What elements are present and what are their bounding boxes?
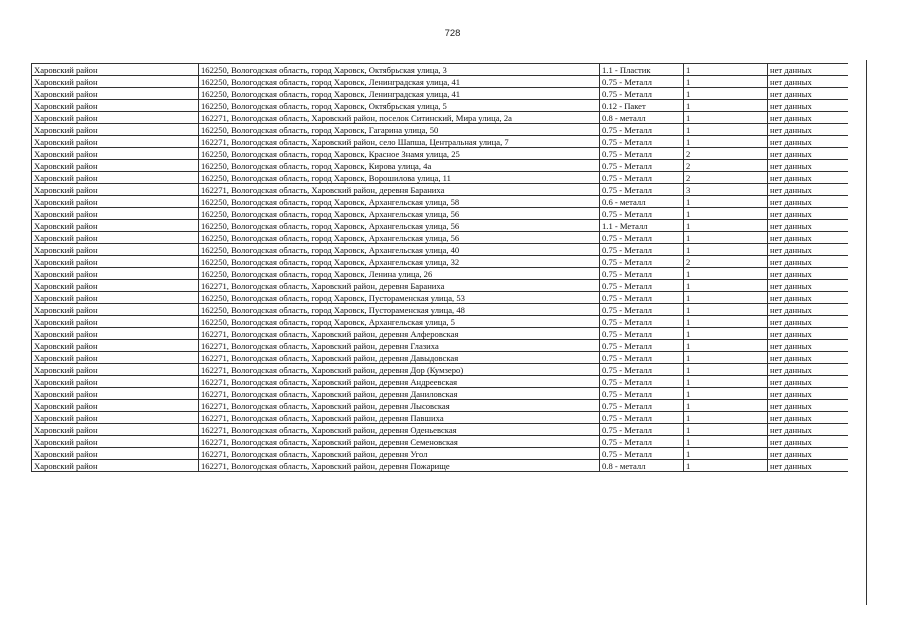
count-cell: 1 bbox=[684, 436, 768, 448]
count-cell: 2 bbox=[684, 160, 768, 172]
address-cell: 162250, Вологодская область, город Харовск, Архангельская улица, 56 bbox=[199, 208, 600, 220]
table-row bbox=[32, 424, 848, 436]
district-cell: Харовский район bbox=[32, 448, 199, 460]
count-cell: 1 bbox=[684, 304, 768, 316]
container-cell: 0.75 - Металл bbox=[600, 160, 684, 172]
count-cell: 1 bbox=[684, 412, 768, 424]
container-cell: 0.75 - Металл bbox=[600, 232, 684, 244]
info-cell: нет данных bbox=[768, 436, 848, 448]
info-cell: нет данных bbox=[768, 172, 848, 184]
count-cell: 1 bbox=[684, 328, 768, 340]
district-cell: Харовский район bbox=[32, 160, 199, 172]
count-cell: 1 bbox=[684, 64, 768, 76]
count-cell: 2 bbox=[684, 172, 768, 184]
address-cell: 162250, Вологодская область, город Харовск, Архангельская улица, 40 bbox=[199, 244, 600, 256]
address-cell: 162250, Вологодская область, город Харовск, Гагарина улица, 50 bbox=[199, 124, 600, 136]
address-cell: 162271, Вологодская область, Харовский район, деревня Дор (Кумзеро) bbox=[199, 364, 600, 376]
district-cell: Харовский район bbox=[32, 340, 199, 352]
address-cell: 162271, Вологодская область, Харовский район, деревня Лысовская bbox=[199, 400, 600, 412]
address-cell: 162250, Вологодская область, город Харовск, Пустораменская улица, 53 bbox=[199, 292, 600, 304]
container-cell: 0.75 - Металл bbox=[600, 352, 684, 364]
info-cell: нет данных bbox=[768, 268, 848, 280]
table-row bbox=[32, 76, 848, 88]
info-cell: нет данных bbox=[768, 136, 848, 148]
district-cell: Харовский район bbox=[32, 280, 199, 292]
info-cell: нет данных bbox=[768, 388, 848, 400]
address-cell: 162250, Вологодская область, город Харовск, Ленинградская улица, 41 bbox=[199, 88, 600, 100]
table-row bbox=[32, 196, 848, 208]
container-cell: 0.75 - Металл bbox=[600, 244, 684, 256]
container-cell: 0.75 - Металл bbox=[600, 148, 684, 160]
address-cell: 162271, Вологодская область, Харовский район, деревня Алферовская bbox=[199, 328, 600, 340]
district-cell: Харовский район bbox=[32, 412, 199, 424]
count-cell: 1 bbox=[684, 376, 768, 388]
address-cell: 162271, Вологодская область, Харовский район, деревня Бараниха bbox=[199, 184, 600, 196]
address-cell: 162250, Вологодская область, город Харовск, Кирова улица, 4а bbox=[199, 160, 600, 172]
container-cell: 0.75 - Металл bbox=[600, 364, 684, 376]
info-cell: нет данных bbox=[768, 424, 848, 436]
count-cell: 1 bbox=[684, 232, 768, 244]
count-cell: 1 bbox=[684, 388, 768, 400]
info-cell: нет данных bbox=[768, 64, 848, 76]
address-cell: 162271, Вологодская область, Харовский район, деревня Глазиха bbox=[199, 340, 600, 352]
table-row bbox=[32, 88, 848, 100]
district-cell: Харовский район bbox=[32, 64, 199, 76]
district-cell: Харовский район bbox=[32, 184, 199, 196]
address-cell: 162250, Вологодская область, город Харовск, Пустораменская улица, 48 bbox=[199, 304, 600, 316]
address-cell: 162271, Вологодская область, Харовский район, деревня Бараниха bbox=[199, 280, 600, 292]
table-row bbox=[32, 400, 848, 412]
address-cell: 162271, Вологодская область, Харовский район, деревня Андреевская bbox=[199, 376, 600, 388]
table-row bbox=[32, 304, 848, 316]
table-row bbox=[32, 148, 848, 160]
container-cell: 0.75 - Металл bbox=[600, 316, 684, 328]
count-cell: 1 bbox=[684, 280, 768, 292]
table-row bbox=[32, 232, 848, 244]
table-row bbox=[32, 328, 848, 340]
container-cell: 1.1 - Пластик bbox=[600, 64, 684, 76]
district-cell: Харовский район bbox=[32, 208, 199, 220]
container-cell: 0.75 - Металл bbox=[600, 304, 684, 316]
count-cell: 1 bbox=[684, 76, 768, 88]
table-row bbox=[32, 124, 848, 136]
count-cell: 1 bbox=[684, 400, 768, 412]
container-cell: 0.75 - Металл bbox=[600, 76, 684, 88]
district-cell: Харовский район bbox=[32, 376, 199, 388]
district-cell: Харовский район bbox=[32, 292, 199, 304]
info-cell: нет данных bbox=[768, 184, 848, 196]
address-cell: 162250, Вологодская область, город Харовск, Архангельская улица, 56 bbox=[199, 220, 600, 232]
table-row bbox=[32, 340, 848, 352]
address-cell: 162250, Вологодская область, город Харовск, Красное Знамя улица, 25 bbox=[199, 148, 600, 160]
table-row bbox=[32, 208, 848, 220]
data-table bbox=[31, 63, 848, 472]
address-cell: 162250, Вологодская область, город Харовск, Октябрьская улица, 5 bbox=[199, 100, 600, 112]
info-cell: нет данных bbox=[768, 244, 848, 256]
district-cell: Харовский район bbox=[32, 76, 199, 88]
count-cell: 1 bbox=[684, 340, 768, 352]
table-row bbox=[32, 364, 848, 376]
table-row bbox=[32, 376, 848, 388]
table-row bbox=[32, 160, 848, 172]
district-cell: Харовский район bbox=[32, 232, 199, 244]
table-body bbox=[32, 64, 848, 472]
container-cell: 0.75 - Металл bbox=[600, 436, 684, 448]
address-cell: 162250, Вологодская область, город Харовск, Ленина улица, 26 bbox=[199, 268, 600, 280]
count-cell: 1 bbox=[684, 268, 768, 280]
table-row bbox=[32, 220, 848, 232]
address-cell: 162271, Вологодская область, Харовский район, деревня Пожарище bbox=[199, 460, 600, 472]
address-cell: 162271, Вологодская область, Харовский район, деревня Павшиха bbox=[199, 412, 600, 424]
district-cell: Харовский район bbox=[32, 460, 199, 472]
container-cell: 0.8 - металл bbox=[600, 112, 684, 124]
info-cell: нет данных bbox=[768, 196, 848, 208]
count-cell: 1 bbox=[684, 244, 768, 256]
district-cell: Харовский район bbox=[32, 400, 199, 412]
container-cell: 0.75 - Металл bbox=[600, 412, 684, 424]
count-cell: 1 bbox=[684, 124, 768, 136]
count-cell: 1 bbox=[684, 292, 768, 304]
container-cell: 0.75 - Металл bbox=[600, 328, 684, 340]
container-cell: 0.75 - Металл bbox=[600, 136, 684, 148]
address-cell: 162250, Вологодская область, город Харовск, Октябрьская улица, 3 bbox=[199, 64, 600, 76]
district-cell: Харовский район bbox=[32, 388, 199, 400]
info-cell: нет данных bbox=[768, 280, 848, 292]
container-cell: 0.75 - Металл bbox=[600, 172, 684, 184]
table-row bbox=[32, 64, 848, 76]
info-cell: нет данных bbox=[768, 364, 848, 376]
table-row bbox=[32, 460, 848, 472]
address-cell: 162250, Вологодская область, город Харовск, Ленинградская улица, 41 bbox=[199, 76, 600, 88]
info-cell: нет данных bbox=[768, 76, 848, 88]
table-row bbox=[32, 256, 848, 268]
count-cell: 1 bbox=[684, 136, 768, 148]
district-cell: Харовский район bbox=[32, 172, 199, 184]
info-cell: нет данных bbox=[768, 292, 848, 304]
address-cell: 162271, Вологодская область, Харовский район, деревня Давыдовская bbox=[199, 352, 600, 364]
table-row bbox=[32, 316, 848, 328]
container-cell: 0.75 - Металл bbox=[600, 88, 684, 100]
count-cell: 1 bbox=[684, 316, 768, 328]
container-cell: 0.12 - Пакет bbox=[600, 100, 684, 112]
district-cell: Харовский район bbox=[32, 328, 199, 340]
district-cell: Харовский район bbox=[32, 268, 199, 280]
address-cell: 162271, Вологодская область, Харовский район, поселок Ситинский, Мира улица, 2а bbox=[199, 112, 600, 124]
table-row bbox=[32, 172, 848, 184]
info-cell: нет данных bbox=[768, 400, 848, 412]
district-cell: Харовский район bbox=[32, 424, 199, 436]
table-row bbox=[32, 292, 848, 304]
info-cell: нет данных bbox=[768, 340, 848, 352]
count-cell: 1 bbox=[684, 220, 768, 232]
info-cell: нет данных bbox=[768, 220, 848, 232]
address-cell: 162250, Вологодская область, город Харовск, Ворошилова улица, 11 bbox=[199, 172, 600, 184]
table-row bbox=[32, 280, 848, 292]
district-cell: Харовский район bbox=[32, 364, 199, 376]
info-cell: нет данных bbox=[768, 328, 848, 340]
count-cell: 1 bbox=[684, 100, 768, 112]
table-row bbox=[32, 352, 848, 364]
address-cell: 162271, Вологодская область, Харовский район, деревня Оденьевская bbox=[199, 424, 600, 436]
district-cell: Харовский район bbox=[32, 304, 199, 316]
address-cell: 162271, Вологодская область, Харовский район, деревня Даниловская bbox=[199, 388, 600, 400]
container-cell: 0.75 - Металл bbox=[600, 268, 684, 280]
info-cell: нет данных bbox=[768, 352, 848, 364]
count-cell: 1 bbox=[684, 460, 768, 472]
info-cell: нет данных bbox=[768, 232, 848, 244]
count-cell: 1 bbox=[684, 352, 768, 364]
count-cell: 2 bbox=[684, 256, 768, 268]
info-cell: нет данных bbox=[768, 256, 848, 268]
district-cell: Харовский район bbox=[32, 100, 199, 112]
table-row bbox=[32, 112, 848, 124]
count-cell: 1 bbox=[684, 364, 768, 376]
address-cell: 162271, Вологодская область, Харовский район, деревня Угол bbox=[199, 448, 600, 460]
container-cell: 0.6 - металл bbox=[600, 196, 684, 208]
container-cell: 0.75 - Металл bbox=[600, 388, 684, 400]
district-cell: Харовский район bbox=[32, 196, 199, 208]
info-cell: нет данных bbox=[768, 316, 848, 328]
address-cell: 162250, Вологодская область, город Харовск, Архангельская улица, 5 bbox=[199, 316, 600, 328]
container-cell: 1.1 - Металл bbox=[600, 220, 684, 232]
container-cell: 0.75 - Металл bbox=[600, 256, 684, 268]
info-cell: нет данных bbox=[768, 100, 848, 112]
table-row bbox=[32, 136, 848, 148]
container-cell: 0.75 - Металл bbox=[600, 424, 684, 436]
count-cell: 1 bbox=[684, 112, 768, 124]
address-cell: 162271, Вологодская область, Харовский район, село Шапша, Центральная улица, 7 bbox=[199, 136, 600, 148]
count-cell: 1 bbox=[684, 448, 768, 460]
container-cell: 0.75 - Металл bbox=[600, 448, 684, 460]
count-cell: 3 bbox=[684, 184, 768, 196]
address-cell: 162271, Вологодская область, Харовский район, деревня Семеновская bbox=[199, 436, 600, 448]
info-cell: нет данных bbox=[768, 376, 848, 388]
right-margin-line bbox=[866, 60, 867, 605]
table-row bbox=[32, 100, 848, 112]
district-cell: Харовский район bbox=[32, 148, 199, 160]
address-cell: 162250, Вологодская область, город Харовск, Архангельская улица, 58 bbox=[199, 196, 600, 208]
table-row bbox=[32, 244, 848, 256]
info-cell: нет данных bbox=[768, 148, 848, 160]
container-cell: 0.75 - Металл bbox=[600, 124, 684, 136]
container-cell: 0.75 - Металл bbox=[600, 400, 684, 412]
info-cell: нет данных bbox=[768, 448, 848, 460]
container-cell: 0.75 - Металл bbox=[600, 208, 684, 220]
info-cell: нет данных bbox=[768, 160, 848, 172]
container-cell: 0.75 - Металл bbox=[600, 376, 684, 388]
info-cell: нет данных bbox=[768, 304, 848, 316]
table-row bbox=[32, 436, 848, 448]
table-row bbox=[32, 268, 848, 280]
district-cell: Харовский район bbox=[32, 352, 199, 364]
district-cell: Харовский район bbox=[32, 220, 199, 232]
table-row bbox=[32, 412, 848, 424]
table-row bbox=[32, 388, 848, 400]
count-cell: 1 bbox=[684, 208, 768, 220]
info-cell: нет данных bbox=[768, 412, 848, 424]
district-cell: Харовский район bbox=[32, 316, 199, 328]
container-cell: 0.75 - Металл bbox=[600, 280, 684, 292]
container-cell: 0.8 - металл bbox=[600, 460, 684, 472]
count-cell: 1 bbox=[684, 424, 768, 436]
page-number: 728 bbox=[444, 28, 461, 39]
district-cell: Харовский район bbox=[32, 436, 199, 448]
container-cell: 0.75 - Металл bbox=[600, 184, 684, 196]
info-cell: нет данных bbox=[768, 112, 848, 124]
count-cell: 1 bbox=[684, 88, 768, 100]
address-cell: 162250, Вологодская область, город Харовск, Архангельская улица, 32 bbox=[199, 256, 600, 268]
district-cell: Харовский район bbox=[32, 88, 199, 100]
district-cell: Харовский район bbox=[32, 256, 199, 268]
container-cell: 0.75 - Металл bbox=[600, 340, 684, 352]
table-row bbox=[32, 184, 848, 196]
address-cell: 162250, Вологодская область, город Харовск, Архангельская улица, 56 bbox=[199, 232, 600, 244]
count-cell: 2 bbox=[684, 148, 768, 160]
district-cell: Харовский район bbox=[32, 244, 199, 256]
container-cell: 0.75 - Металл bbox=[600, 292, 684, 304]
district-cell: Харовский район bbox=[32, 136, 199, 148]
info-cell: нет данных bbox=[768, 460, 848, 472]
district-cell: Харовский район bbox=[32, 112, 199, 124]
info-cell: нет данных bbox=[768, 88, 848, 100]
info-cell: нет данных bbox=[768, 124, 848, 136]
count-cell: 1 bbox=[684, 196, 768, 208]
district-cell: Харовский район bbox=[32, 124, 199, 136]
info-cell: нет данных bbox=[768, 208, 848, 220]
table-row bbox=[32, 448, 848, 460]
